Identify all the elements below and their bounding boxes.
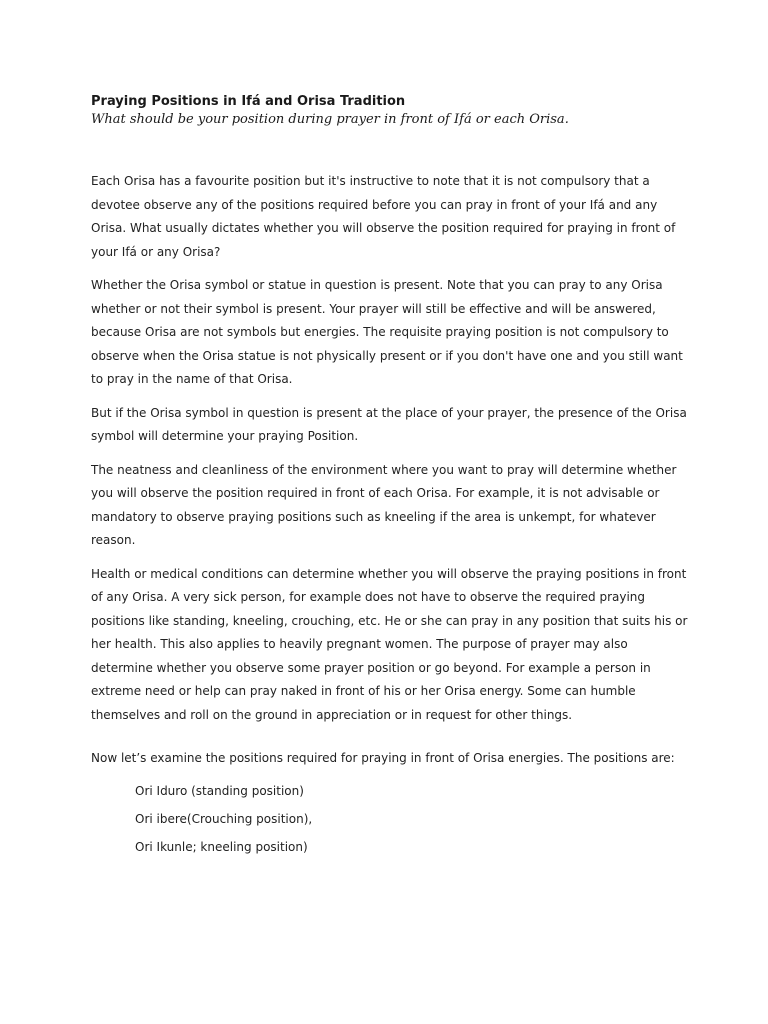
paragraph-symbol-position: But if the Orisa symbol in question is present at the place of your prayer, the presence of the Orisa symbol will determine your praying Position. (91, 405, 687, 443)
document-subtitle: What should be your position during prayer in front of Ifá or each Orisa. (91, 112, 569, 127)
list-item-position: Ori ibere(Crouching position), (135, 811, 313, 826)
document-page (91, 93, 691, 861)
list-item-position: Ori Ikunle; kneeling position) (135, 839, 308, 854)
paragraph-positions-intro: Now let’s examine the positions required for praying in front of Orisa energies. The positions are: (91, 751, 675, 765)
paragraph-symbol-present: Whether the Orisa symbol or statue in question is present. Note that you can pray to any Orisa whether or not their symbol is present. Your prayer will still be effective and will be answered, because Orisa are not symbols but energies. The requisite praying position is not compulsory to observe when the Orisa statue is not physically present or if you don't have one and you still want to pray in the name of that Orisa. (91, 278, 683, 386)
paragraph-environment: The neatness and cleanliness of the environment where you want to pray will determine whether you will observe the position required in front of each Orisa. For example, it is not advisable or mandatory to observe praying positions such as kneeling if the area is unkempt, for whatever reason. (91, 462, 677, 547)
list-item-position: Ori Iduro (standing position) (135, 783, 304, 798)
positions-list (91, 777, 691, 861)
paragraph-health: Health or medical conditions can determine whether you will observe the praying positions in front of any Orisa. A very sick person, for example does not have to observe the required praying positions like standing, kneeling, crouching, etc. He or she can pray in any position that suits his or her health. This also applies to heavily pregnant women. The purpose of prayer may also determine whether you observe some prayer position or go beyond. For example a person in extreme need or help can pray naked in front of his or her Orisa energy. Some can humble themselves and roll on the ground in appreciation or in request for other things. (91, 566, 688, 722)
paragraph-intro: Each Orisa has a favourite position but it's instructive to note that it is not compulsory that a devotee observe any of the positions required before you can pray in front of your Ifá and any Orisa. What usually dictates whether you will observe the position required for praying in front of your Ifá or any Orisa? (91, 174, 676, 259)
document-title: Praying Positions in Ifá and Orisa Tradition (91, 94, 406, 109)
